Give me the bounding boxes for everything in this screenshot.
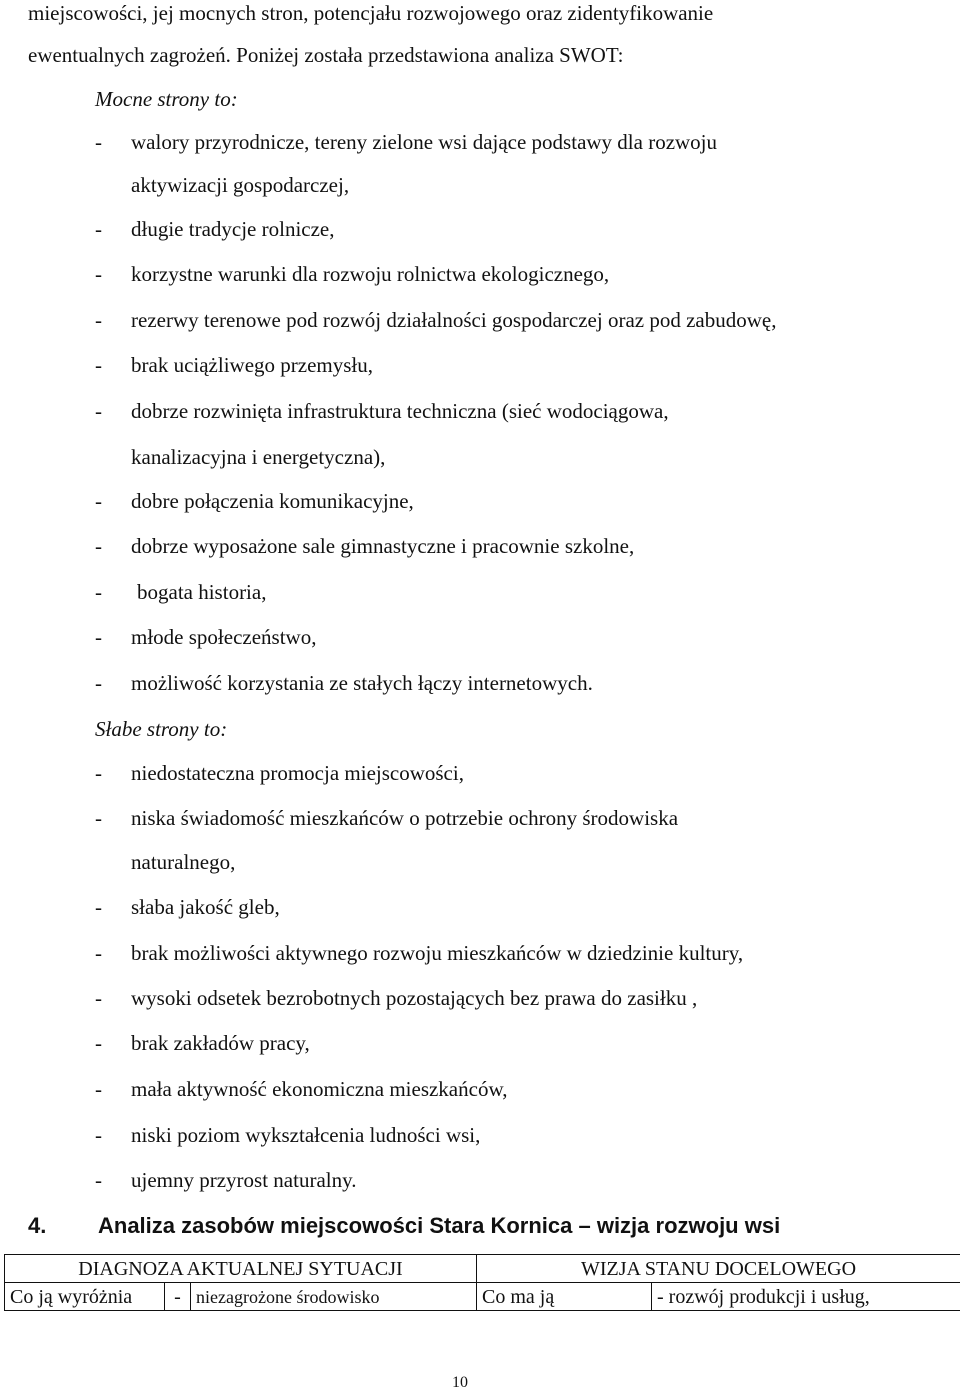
list-item: wysoki odsetek bezrobotnych pozostających bez prawa do zasiłku , [131,985,697,1011]
list-bullet: - [95,940,102,966]
list-bullet: - [95,216,102,242]
list-bullet: - [95,1030,102,1056]
list-item: brak uciążliwego przemysłu, [131,352,373,378]
list-item: niski poziom wykształcenia ludności wsi, [131,1122,480,1148]
list-bullet: - [95,352,102,378]
list-bullet: - [95,624,102,650]
table-cell: niezagrożone środowisko [191,1283,477,1311]
weaknesses-heading: Słabe strony to: [95,716,227,742]
intro-line-2: ewentualnych zagrożeń. Poniżej została przedstawiona analiza SWOT: [28,42,623,68]
list-bullet: - [95,533,102,559]
table-header-diagnosis: DIAGNOZA AKTUALNEJ SYTUACJI [5,1255,477,1283]
list-item: niedostateczna promocja miejscowości, [131,760,464,786]
list-item: rezerwy terenowe pod rozwój działalności gospodarczej oraz pod zabudowę, [131,307,776,333]
list-item-continuation: aktywizacji gospodarczej, [131,172,349,198]
table-header-row [5,1255,960,1283]
section-heading [28,1212,780,1240]
list-bullet: - [95,129,102,155]
list-bullet: - [95,1076,102,1102]
list-item: walory przyrodnicze, tereny zielone wsi dające podstawy dla rozwoju [131,129,717,155]
table-cell: Co ma ją [477,1283,652,1311]
list-bullet: - [95,261,102,287]
table-cell: Co ją wyróżnia [5,1283,165,1311]
list-bullet: - [95,894,102,920]
list-bullet: - [95,307,102,333]
list-bullet: - [95,985,102,1011]
list-bullet: - [95,1122,102,1148]
section-title: Analiza zasobów miejscowości Stara Kornica – wizja rozwoju wsi [98,1213,780,1238]
diagnosis-table [4,1254,960,1311]
list-item: mała aktywność ekonomiczna mieszkańców, [131,1076,508,1102]
list-item-continuation: naturalnego, [131,849,235,875]
table-row [5,1283,960,1311]
list-bullet: - [95,805,102,831]
list-bullet: - [95,760,102,786]
list-bullet: - [95,488,102,514]
table-cell: - rozwój produkcji i usług, [652,1283,960,1311]
list-item: młode społeczeństwo, [131,624,316,650]
table-cell: - [165,1283,191,1311]
list-item: dobrze rozwinięta infrastruktura techniczna (sieć wodociągowa, [131,398,669,424]
list-item-continuation: kanalizacyjna i energetyczna), [131,444,385,470]
page-number: 10 [0,1374,920,1392]
list-item: niska świadomość mieszkańców o potrzebie ochrony środowiska [131,805,678,831]
strengths-heading: Mocne strony to: [95,86,238,112]
list-item: możliwość korzystania ze stałych łączy internetowych. [131,670,593,696]
list-item: brak zakładów pracy, [131,1030,310,1056]
list-item: bogata historia, [137,579,266,605]
list-item: dobrze wyposażone sale gimnastyczne i pracownie szkolne, [131,533,634,559]
list-bullet: - [95,1167,102,1193]
list-bullet: - [95,579,102,605]
list-item: korzystne warunki dla rozwoju rolnictwa ekologicznego, [131,261,609,287]
list-bullet: - [95,398,102,424]
section-number: 4. [28,1212,98,1240]
list-item: ujemny przyrost naturalny. [131,1167,357,1193]
list-bullet: - [95,670,102,696]
table-header-vision: WIZJA STANU DOCELOWEGO [477,1255,960,1283]
list-item: długie tradycje rolnicze, [131,216,335,242]
list-item: dobre połączenia komunikacyjne, [131,488,414,514]
list-item: brak możliwości aktywnego rozwoju mieszkańców w dziedzinie kultury, [131,940,743,966]
list-item: słaba jakość gleb, [131,894,280,920]
intro-line-1: miejscowości, jej mocnych stron, potencjału rozwojowego oraz zidentyfikowanie [28,0,713,26]
